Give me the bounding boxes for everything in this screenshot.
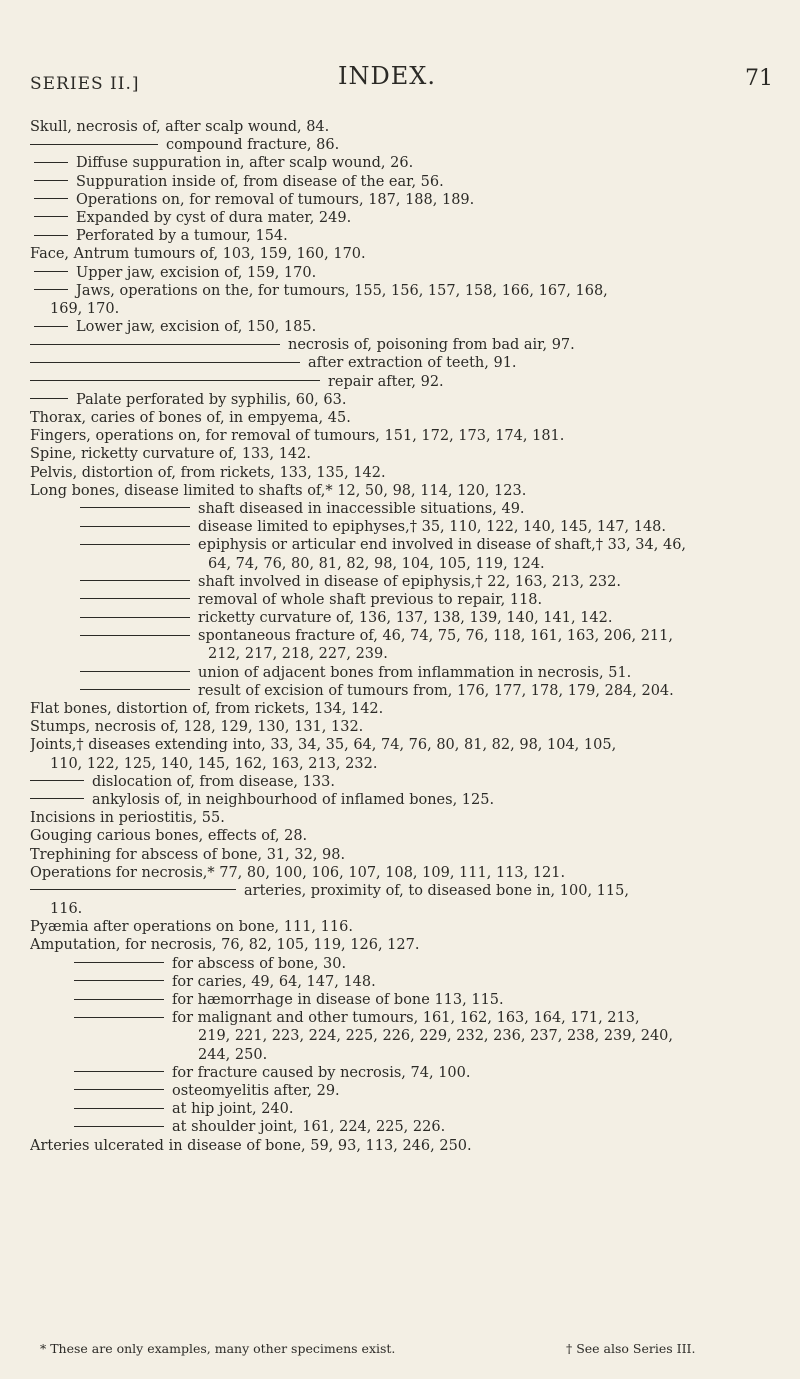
ditto-rule [30, 780, 84, 781]
index-entries [30, 118, 780, 1155]
page-header [0, 62, 800, 98]
ditto-rule [74, 1071, 164, 1072]
ditto-rule [34, 216, 68, 217]
index-subentry: spontaneous fracture of, 46, 74, 75, 76, 118, 161, 163, 206, 211, [30, 627, 780, 645]
ditto-rule [80, 617, 190, 618]
index-subentry: for malignant and other tumours, 161, 162, 163, 164, 171, 213, [30, 1009, 780, 1027]
page-title: INDEX. [338, 62, 436, 90]
index-subentry: result of excision of tumours from, 176, 177, 178, 179, 284, 204. [30, 682, 780, 700]
index-subentry: at hip joint, 240. [30, 1100, 780, 1118]
ditto-rule [74, 962, 164, 963]
ditto-rule [74, 980, 164, 981]
index-entry: Thorax, caries of bones of, in empyema, 45. [30, 410, 351, 426]
index-entry: Fingers, operations on, for removal of tumours, 151, 172, 173, 174, 181. [30, 428, 565, 445]
index-entry: Gouging carious bones, effects of, 28. [30, 828, 308, 845]
index-entry: Pyæmia after operations on bone, 111, 116. [30, 919, 353, 936]
ditto-rule [34, 180, 68, 181]
index-entry: Pelvis, distortion of, from rickets, 133, 135, 142. [30, 464, 386, 481]
index-subentry: disease limited to epiphyses,† 35, 110, 122, 140, 145, 147, 148. [30, 518, 780, 536]
index-continuation: 116. [50, 901, 83, 918]
ditto-rule [74, 999, 164, 1000]
ditto-rule [30, 798, 84, 799]
index-subentry: for fracture caused by necrosis, 74, 100. [30, 1064, 780, 1082]
index-continuation: 110, 122, 125, 140, 145, 162, 163, 213, 232. [50, 755, 378, 772]
index-subentry: at shoulder joint, 161, 224, 225, 226. [30, 1118, 780, 1136]
index-subentry: Jaws, operations on the, for tumours, 155, 156, 157, 158, 166, 167, 168, [30, 282, 780, 300]
index-subentry: repair after, 92. [30, 373, 780, 391]
ditto-rule [34, 235, 68, 236]
index-continuation: 244, 250. [198, 1046, 268, 1063]
page-number: 71 [745, 66, 773, 91]
index-subentry: Palate perforated by syphilis, 60, 63. [30, 391, 780, 409]
index-subentry: ankylosis of, in neighbourhood of inflamed bones, 125. [30, 791, 780, 809]
index-subentry: Suppuration inside of, from disease of the ear, 56. [30, 173, 780, 191]
index-entry: Face, Antrum tumours of, 103, 159, 160, 170. [30, 246, 366, 263]
footnotes [30, 1339, 780, 1359]
ditto-rule [30, 344, 280, 345]
ditto-rule [74, 1089, 164, 1090]
index-continuation: 219, 221, 223, 224, 225, 226, 229, 232, 236, 237, 238, 239, 240, [198, 1028, 674, 1045]
ditto-rule [34, 198, 68, 199]
index-subentry: union of adjacent bones from inflammation in necrosis, 51. [30, 664, 780, 682]
index-subentry: ricketty curvature of, 136, 137, 138, 139, 140, 141, 142. [30, 609, 780, 627]
index-entry: Stumps, necrosis of, 128, 129, 130, 131, 132. [30, 719, 364, 736]
ditto-rule [30, 380, 320, 381]
index-subentry: osteomyelitis after, 29. [30, 1082, 780, 1100]
index-subentry: for hæmorrhage in disease of bone 113, 115. [30, 991, 780, 1009]
index-subentry: necrosis of, poisoning from bad air, 97. [30, 336, 780, 354]
index-entry: Arteries ulcerated in disease of bone, 59, 93, 113, 246, 250. [30, 1137, 472, 1154]
index-continuation: 169, 170. [50, 300, 120, 317]
ditto-rule [80, 526, 190, 527]
index-entry: Long bones, disease limited to shafts of,* 12, 50, 98, 114, 120, 123. [30, 482, 527, 499]
index-entry: Incisions in periostitis, 55. [30, 810, 225, 827]
ditto-rule [34, 289, 68, 290]
index-subentry: for abscess of bone, 30. [30, 955, 780, 973]
index-continuation: 212, 217, 218, 227, 239. [208, 646, 388, 663]
series-label: SERIES II.] [30, 74, 140, 94]
index-subentry: Upper jaw, excision of, 159, 170. [30, 264, 780, 282]
ditto-rule [80, 507, 190, 508]
ditto-rule [34, 326, 68, 327]
index-entry: Operations for necrosis,* 77, 80, 100, 106, 107, 108, 109, 111, 113, 121. [30, 864, 566, 881]
index-subentry: epiphysis or articular end involved in disease of shaft,† 33, 34, 46, [30, 536, 780, 554]
index-subentry: shaft involved in disease of epiphysis,† 22, 163, 213, 232. [30, 573, 780, 591]
index-subentry: removal of whole shaft previous to repair, 118. [30, 591, 780, 609]
index-subentry: Operations on, for removal of tumours, 187, 188, 189. [30, 191, 780, 209]
index-subentry: compound fracture, 86. [30, 136, 780, 154]
ditto-rule [80, 635, 190, 636]
ditto-rule [74, 1017, 164, 1018]
index-subentry: after extraction of teeth, 91. [30, 354, 780, 372]
index-subentry: Expanded by cyst of dura mater, 249. [30, 209, 780, 227]
ditto-rule [30, 144, 158, 145]
index-subentry: Perforated by a tumour, 154. [30, 227, 780, 245]
index-subentry: Diffuse suppuration in, after scalp wound, 26. [30, 154, 780, 172]
index-entry: Skull, necrosis of, after scalp wound, 84. [30, 119, 330, 135]
ditto-rule [74, 1126, 164, 1127]
index-subentry: shaft diseased in inaccessible situations, 49. [30, 500, 780, 518]
ditto-rule [80, 598, 190, 599]
ditto-rule [30, 398, 68, 399]
index-subentry: dislocation of, from disease, 133. [30, 773, 780, 791]
index-continuation: 64, 74, 76, 80, 81, 82, 98, 104, 105, 119, 124. [208, 555, 545, 572]
ditto-rule [34, 271, 68, 272]
ditto-rule [30, 362, 300, 363]
ditto-rule [80, 689, 190, 690]
index-entry: Spine, ricketty curvature of, 133, 142. [30, 446, 311, 463]
ditto-rule [80, 544, 190, 545]
index-entry: Flat bones, distortion of, from rickets, 134, 142. [30, 701, 384, 717]
ditto-rule [74, 1108, 164, 1109]
index-entry: Trephining for abscess of bone, 31, 32, 98. [30, 846, 346, 863]
ditto-rule [80, 671, 190, 672]
index-subentry: arteries, proximity of, to diseased bone in, 100, 115, [30, 882, 780, 900]
footnote-examples: * These are only examples, many other specimens exist. [40, 1341, 396, 1356]
index-entry: Joints,† diseases extending into, 33, 34, 35, 64, 74, 76, 80, 81, 82, 98, 104, 105, [30, 737, 617, 754]
ditto-rule [34, 162, 68, 163]
index-subentry: Lower jaw, excision of, 150, 185. [30, 318, 780, 336]
ditto-rule [80, 580, 190, 581]
footnote-see-also: † See also Series III. [566, 1341, 696, 1356]
index-subentry: for caries, 49, 64, 147, 148. [30, 973, 780, 991]
index-entry: Amputation, for necrosis, 76, 82, 105, 119, 126, 127. [30, 937, 420, 954]
ditto-rule [30, 889, 236, 890]
